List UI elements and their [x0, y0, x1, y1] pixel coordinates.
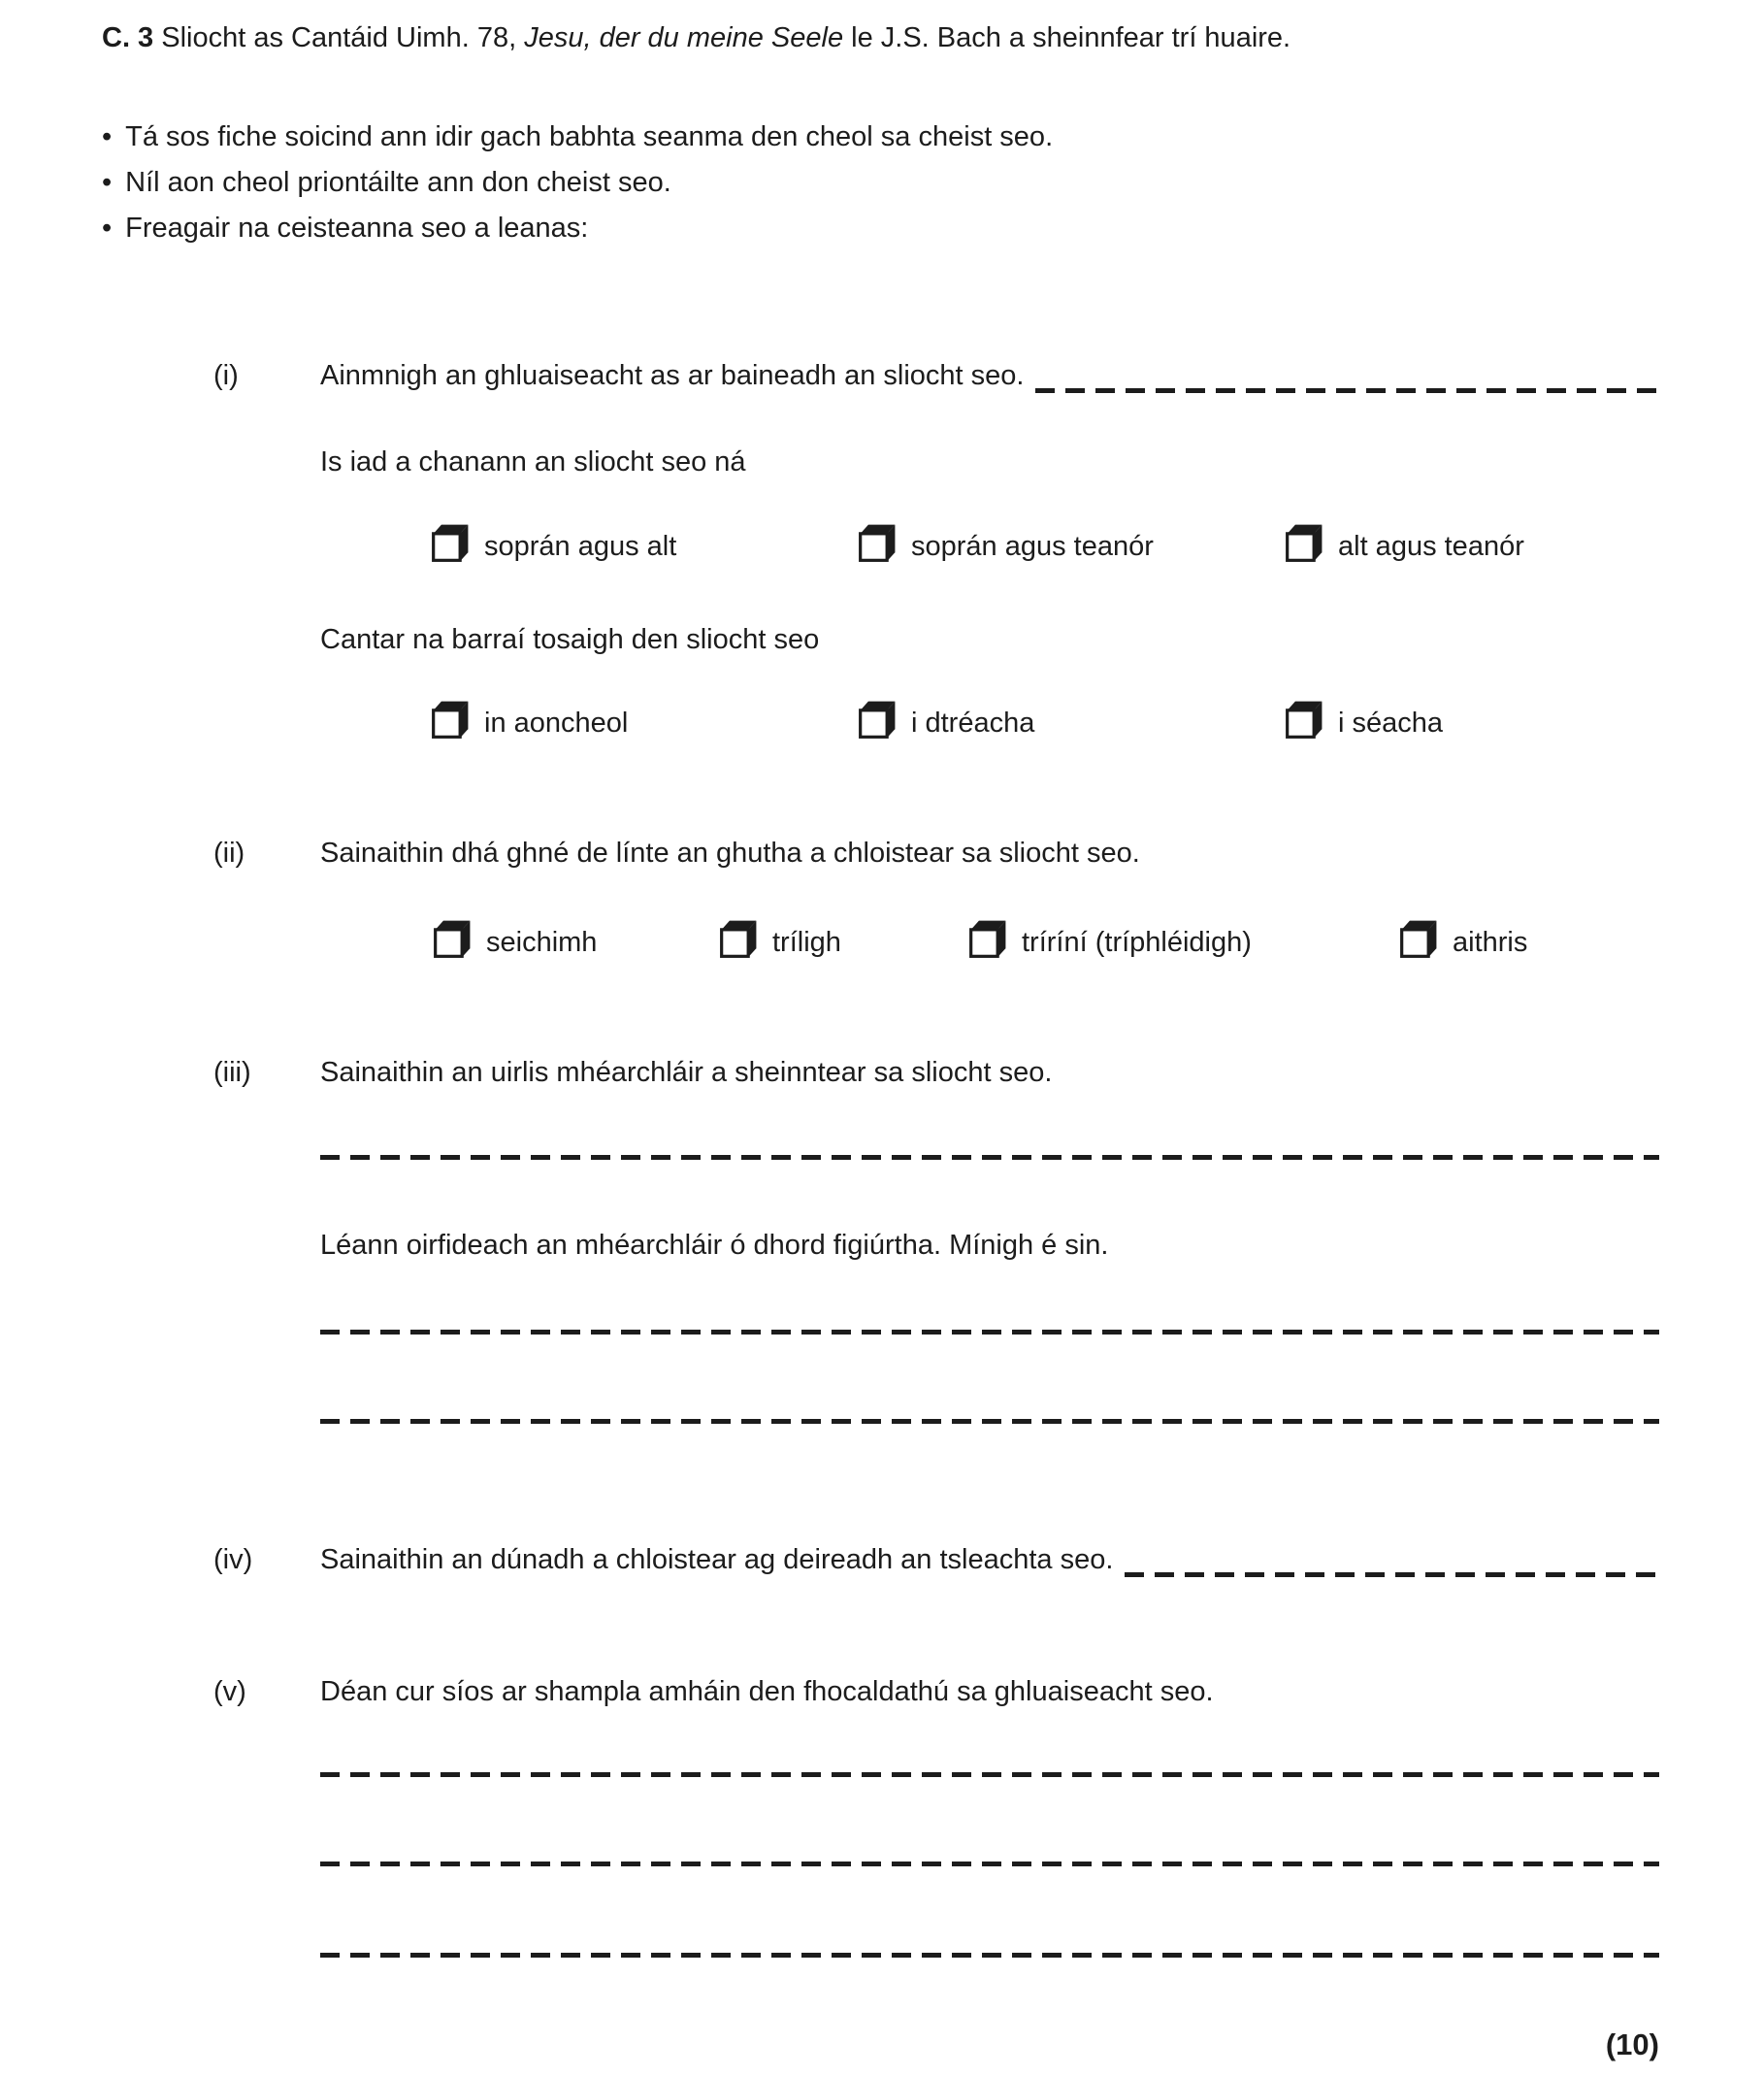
- answer-line[interactable]: [320, 1862, 1659, 1866]
- option-label: tríríní (tríphléidigh): [1022, 927, 1252, 958]
- option-label: soprán agus teanór: [911, 531, 1154, 562]
- question-v-label: (v): [213, 1676, 246, 1707]
- header-text-1: Sliocht as Cantáid Uimh. 78,: [153, 22, 525, 53]
- bullet-text: Níl aon cheol priontáilte ann don cheist seo.: [125, 167, 671, 198]
- checkbox-icon[interactable]: [430, 520, 473, 565]
- question-v-text: Déan cur síos ar shampla amháin den fhocaldathú sa ghluaiseacht seo.: [320, 1676, 1214, 1707]
- checkbox-icon[interactable]: [1398, 916, 1441, 961]
- option-in-aoncheol[interactable]: [430, 697, 628, 741]
- marks-badge: (10): [1605, 2027, 1659, 2061]
- question-iii: [213, 1052, 1659, 1093]
- option-sopran-agus-teanor[interactable]: [857, 520, 1154, 565]
- bullet-icon: •: [102, 121, 113, 152]
- checkbox-icon[interactable]: [1284, 520, 1326, 565]
- checkbox-icon[interactable]: [967, 916, 1010, 961]
- option-label: seichimh: [486, 927, 598, 958]
- bullet-item: [102, 208, 1674, 248]
- option-aithris[interactable]: [1398, 916, 1527, 961]
- question-number: C. 3: [102, 22, 154, 53]
- option-tririni[interactable]: [967, 916, 1252, 961]
- question-ii-text: Sainaithin dhá ghné de línte an ghutha a chloistear sa sliocht seo.: [320, 838, 1140, 869]
- option-i-seacha[interactable]: [1284, 697, 1443, 741]
- checkbox-icon[interactable]: [432, 916, 474, 961]
- question-ii-label: (ii): [213, 838, 245, 869]
- option-label: aithris: [1453, 927, 1528, 958]
- checkbox-icon[interactable]: [430, 697, 473, 741]
- option-label: i séacha: [1338, 708, 1444, 739]
- answer-line[interactable]: [320, 1155, 1659, 1160]
- checkbox-icon[interactable]: [857, 697, 899, 741]
- question-iv-text: Sainaithin an dúnadh a chloistear ag deireadh an tsleachta seo.: [320, 1544, 1114, 1575]
- checkbox-icon[interactable]: [718, 916, 761, 961]
- option-seichimh[interactable]: [432, 916, 597, 961]
- option-label: in aoncheol: [484, 708, 629, 739]
- bullet-icon: •: [102, 213, 113, 244]
- answer-line[interactable]: [320, 1772, 1659, 1777]
- answer-line[interactable]: [320, 1419, 1659, 1424]
- option-sopran-agus-alt[interactable]: [430, 520, 676, 565]
- answer-line[interactable]: [1125, 1572, 1659, 1577]
- question-iv-label: (iv): [213, 1544, 253, 1575]
- question-i-label: (i): [213, 360, 239, 391]
- question-i: [213, 355, 1659, 396]
- question-i-text: Ainmnigh an ghluaiseacht as ar baineadh an sliocht seo.: [320, 360, 1025, 391]
- answer-line[interactable]: [320, 1330, 1659, 1335]
- question-v: [213, 1671, 1659, 1712]
- option-label: tríligh: [772, 927, 841, 958]
- question-i-subprompt-voices: Is iad a chanann an sliocht seo ná: [320, 446, 746, 478]
- option-label: alt agus teanór: [1338, 531, 1524, 562]
- question-iv: [213, 1539, 1659, 1580]
- work-title: Jesu, der du meine Seele: [524, 22, 844, 53]
- question-iii-followup: Léann oirfideach an mhéarchláir ó dhord figiúrtha. Mínigh é sin.: [320, 1230, 1109, 1261]
- question-iii-text: Sainaithin an uirlis mhéarchláir a sheinntear sa sliocht seo.: [320, 1057, 1053, 1088]
- header-text-2: le J.S. Bach a sheinnfear trí huaire.: [843, 22, 1291, 53]
- option-label: soprán agus alt: [484, 531, 677, 562]
- question-header: [102, 17, 1674, 58]
- option-label: i dtréacha: [911, 708, 1035, 739]
- bullet-item: [102, 116, 1674, 157]
- answer-line[interactable]: [320, 1953, 1659, 1958]
- answer-line[interactable]: [1035, 388, 1659, 393]
- checkbox-icon[interactable]: [1284, 697, 1326, 741]
- question-i-subprompt-opening-bars: Cantar na barraí tosaigh den sliocht seo: [320, 624, 820, 655]
- option-alt-agus-teanor[interactable]: [1284, 520, 1524, 565]
- bullet-item: [102, 162, 1674, 203]
- option-i-dtreacha[interactable]: [857, 697, 1034, 741]
- bullet-icon: •: [102, 167, 113, 198]
- bullet-text: Tá sos fiche soicind ann idir gach babhta seanma den cheol sa cheist seo.: [125, 121, 1054, 152]
- question-ii: [213, 833, 1659, 873]
- checkbox-icon[interactable]: [857, 520, 899, 565]
- question-iii-label: (iii): [213, 1057, 251, 1088]
- bullet-text: Freagair na ceisteanna seo a leanas:: [125, 213, 589, 244]
- option-triligh[interactable]: [718, 916, 841, 961]
